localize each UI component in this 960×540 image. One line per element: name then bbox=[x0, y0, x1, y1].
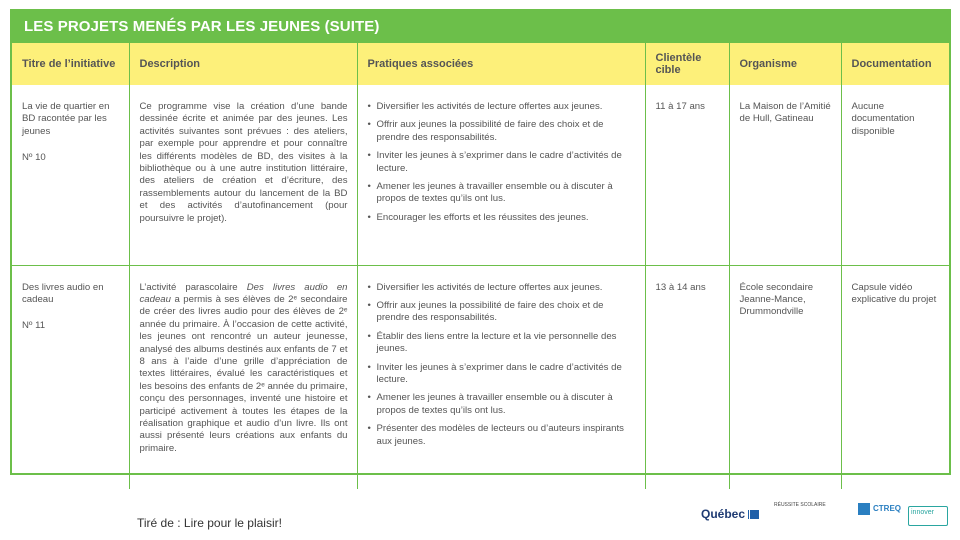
initiative-title: Des livres audio en cadeau bbox=[22, 281, 104, 305]
description-body: a permis à ses élèves de 2ᵉ secondaire de créer des livres audio pour des élèves de 2ᵉ année du primaire. À l’occasion de cette activité, les jeunes ont rencontré un auteur jeunesse, analysé des albums destinés aux enfants de 7 et 8 ans à l’aide d’une grille d’appréciation de textes littéraires, évalué les caractéristiques et les besoins des enfants de 2ᵉ année du primaire, conçu des personnages, inventé une histoire et participé activement à toutes les étapes de la réalisation graphique et audio d’un livre. Ils ont aussi présenté leurs créations aux enfants du primaire. bbox=[139, 293, 348, 454]
header-documentation: Documentation bbox=[841, 43, 949, 85]
initiative-number: Nº 11 bbox=[22, 320, 46, 332]
table-row bbox=[12, 265, 949, 489]
description-cell: Ce programme vise la création d’une bande dessinée écrite et animée par des jeunes. Les activités suivantes sont prévues : des ateliers, par exemple pour apprendre et pour connaître les différents modèles de BD, des visites à la bibliothèque ou à une autre institution littéraire, des ateliers de création et d’écriture, des rassemblements autour du lancement de la BD et des activités d’autofinancement (pour poursuivre le projet). bbox=[129, 85, 357, 265]
reussite-scolaire-logo bbox=[774, 502, 846, 508]
list-item: • Diversifier les activités de lecture offertes aux jeunes. bbox=[368, 282, 639, 294]
description-activity-title: Des livres audio en cadeau bbox=[139, 281, 348, 305]
practices-cell bbox=[357, 85, 645, 265]
header-description: Description bbox=[129, 43, 357, 85]
ctreq-logo bbox=[858, 503, 901, 515]
documentation-cell: Capsule vidéo explicative du projet bbox=[851, 281, 937, 305]
documentation-cell: Aucune documentation disponible bbox=[841, 85, 949, 265]
projects-table bbox=[12, 43, 949, 489]
organisme-cell: École secondaire Jeanne-Mance, Drummondville bbox=[729, 265, 841, 489]
innover-logo bbox=[908, 506, 948, 526]
source-caption: Tiré de : Lire pour le plaisir! bbox=[137, 516, 282, 530]
description-prefix: L’activité parascolaire bbox=[139, 281, 247, 293]
fleur-de-lis-flag-icon bbox=[747, 510, 759, 519]
innover-logo-text: innover bbox=[911, 509, 934, 516]
quebec-logo-text: Québec bbox=[701, 507, 746, 521]
header-organisme: Organisme bbox=[729, 43, 841, 85]
header-practices: Pratiques associées bbox=[357, 43, 645, 85]
practices-cell bbox=[357, 265, 645, 489]
table-row bbox=[12, 85, 949, 265]
clientele-cell: 13 à 14 ans bbox=[645, 265, 729, 489]
list-item: • Offrir aux jeunes la possibilité de faire des choix et de prendre des responsabilités. bbox=[368, 119, 639, 144]
list-item: • Établir des liens entre la lecture et la vie personnelle des jeunes. bbox=[368, 331, 639, 356]
table-frame bbox=[10, 9, 951, 475]
initiative-cell bbox=[12, 85, 129, 265]
list-item: • Encourager les efforts et les réussites des jeunes. bbox=[368, 212, 639, 224]
list-item: • Diversifier les activités de lecture offertes aux jeunes. bbox=[368, 101, 639, 113]
ctreq-mark-icon bbox=[858, 503, 870, 515]
practices-list bbox=[368, 101, 639, 224]
initiative-number: Nº 10 bbox=[22, 152, 46, 164]
quebec-logo bbox=[701, 507, 759, 521]
initiative-cell bbox=[12, 265, 129, 489]
reussite-logo-text: RÉUSSITE SCOLAIRE bbox=[774, 502, 826, 508]
description-cell bbox=[129, 265, 357, 489]
list-item: • Inviter les jeunes à s’exprimer dans le cadre d’activités de lecture. bbox=[368, 150, 639, 175]
list-item: • Présenter des modèles de lecteurs ou d’auteurs inspirants aux jeunes. bbox=[368, 423, 639, 448]
list-item: • Inviter les jeunes à s’exprimer dans le cadre d’activités de lecture. bbox=[368, 362, 639, 387]
list-item: • Amener les jeunes à travailler ensemble ou à discuter à propos de textes qu’ils ont lus. bbox=[368, 181, 639, 206]
clientele-cell: 11 à 17 ans bbox=[645, 85, 729, 265]
practices-list bbox=[368, 282, 639, 448]
table-header-row bbox=[12, 43, 949, 85]
organisme-cell: La Maison de l’Amitié de Hull, Gatineau bbox=[729, 85, 841, 265]
header-initiative: Titre de l’initiative bbox=[12, 43, 129, 85]
page-title: LES PROJETS MENÉS PAR LES JEUNES (SUITE) bbox=[12, 11, 949, 43]
header-clientele: Clientèle cible bbox=[645, 43, 729, 85]
list-item: • Offrir aux jeunes la possibilité de faire des choix et de prendre des responsabilités. bbox=[368, 300, 639, 325]
ctreq-logo-text: CTREQ bbox=[873, 504, 901, 514]
list-item: • Amener les jeunes à travailler ensemble ou à discuter à propos de textes qu’ils ont lus. bbox=[368, 392, 639, 417]
initiative-title: La vie de quartier en BD racontée par les jeunes bbox=[22, 101, 110, 137]
